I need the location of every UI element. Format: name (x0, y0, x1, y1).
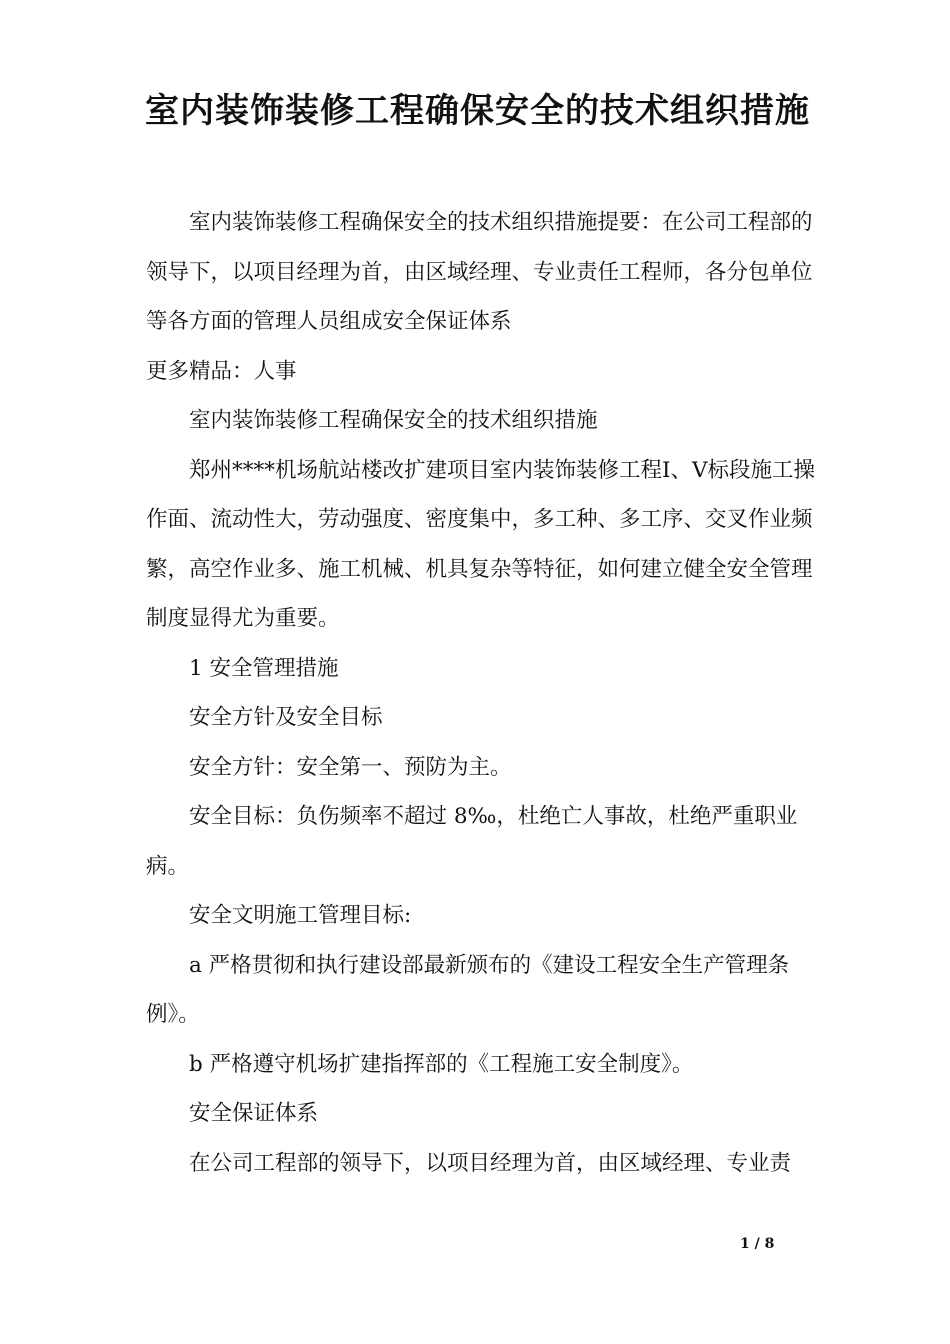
page-number: 1 / 8 (740, 1236, 775, 1252)
paragraph-policy: 安全方针：安全第一、预防为主。 (189, 754, 512, 780)
paragraph-summary: 室内装饰装修工程确保安全的技术组织措施提要：在公司工程部的领导下，以项目经理为首，由区域经理、专业责任工程师，各分包单位等各方面的管理人员组成安全保证体系 (146, 210, 813, 334)
document-body (146, 198, 818, 1188)
paragraph-target: 安全目标：负伤频率不超过 8‰，杜绝亡人事故，杜绝严重职业病。 (146, 804, 798, 879)
paragraph-more: 更多精品：人事 (146, 358, 297, 384)
list-item-a: a 严格贯彻和执行建设部最新颁布的《建设工程安全生产管理条例》。 (146, 952, 790, 1027)
paragraph-intro: 郑州****机场航站楼改扩建项目室内装饰装修工程Ⅰ、Ⅴ标段施工操作面、流动性大，劳动强度、密度集中，多工种、多工序、交叉作业频繁，高空作业多、施工机械、机具复杂等特征，如何建立健全安全管理制度显得尤为重要。 (146, 457, 816, 631)
paragraph-heading: 室内装饰装修工程确保安全的技术组织措施 (189, 408, 598, 433)
paragraph-civil-target: 安全文明施工管理目标: (189, 903, 412, 928)
subsection-heading-system: 安全保证体系 (189, 1101, 319, 1126)
paragraph-system: 在公司工程部的领导下，以项目经理为首，由区域经理、专业责 (189, 1150, 792, 1176)
list-item-b: b 严格遵守机场扩建指挥部的《工程施工安全制度》。 (189, 1051, 694, 1077)
section-heading-1: 1 安全管理措施 (189, 655, 339, 681)
subsection-heading-policy: 安全方针及安全目标 (189, 705, 383, 730)
document-title: 室内装饰装修工程确保安全的技术组织措施 (145, 91, 810, 131)
